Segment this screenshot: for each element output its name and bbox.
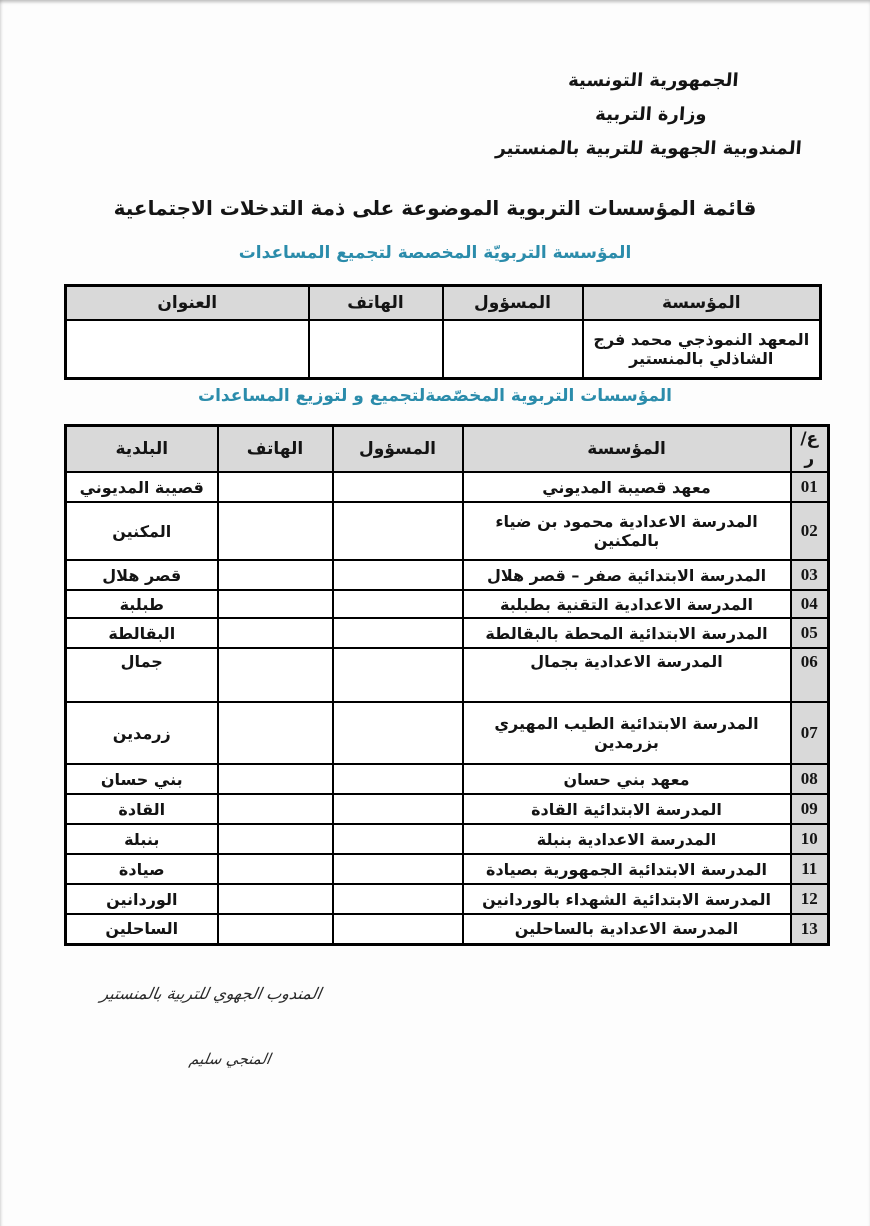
table-row — [66, 824, 829, 854]
cell-municipality: بنبلة — [66, 824, 218, 854]
cell-responsible — [333, 618, 463, 648]
cell-responsible — [333, 794, 463, 824]
table-row — [66, 794, 829, 824]
table-row — [66, 702, 829, 764]
table2-header-phone: الهاتف — [218, 426, 333, 473]
cell-institution: المدرسة الابتدائية المحطة بالبقالطة — [463, 618, 791, 648]
table2-header-municipality: البلدية — [66, 426, 218, 473]
document-title: قائمة المؤسسات التربوية الموضوعة على ذمة التدخلات الاجتماعية — [113, 196, 757, 220]
cell-phone — [218, 560, 333, 590]
cell-number: 07 — [791, 702, 829, 764]
cell-institution: المدرسة الابتدائية الطيب المهيري بزرمدين — [463, 702, 791, 764]
cell-number: 10 — [791, 824, 829, 854]
table-row — [66, 854, 829, 884]
cell-municipality: بني حسان — [66, 764, 218, 794]
table-row — [66, 648, 829, 702]
cell-responsible — [333, 824, 463, 854]
cell-number: 08 — [791, 764, 829, 794]
table1-header-address: العنوان — [66, 286, 309, 321]
cell-phone — [218, 502, 333, 560]
cell-phone — [218, 854, 333, 884]
table-row — [66, 914, 829, 944]
cell-phone — [218, 884, 333, 914]
cell-municipality: الوردانين — [66, 884, 218, 914]
section1-heading: المؤسسة التربويّة المخصصة لتجميع المساعدات — [238, 243, 632, 263]
cell-institution: معهد بني حسان — [463, 764, 791, 794]
cell-municipality: جمال — [66, 648, 218, 702]
cell-number: 12 — [791, 884, 829, 914]
cell-municipality: القادة — [66, 794, 218, 824]
table-row — [66, 764, 829, 794]
cell-municipality: طبلبة — [66, 590, 218, 618]
section2-heading: المؤسسات التربوية المخصّصةلتجميع و لتوزيع المساعدات — [198, 386, 672, 406]
cell-institution: المدرسة الابتدائية الجمهورية بصيادة — [463, 854, 791, 884]
cell-phone — [218, 618, 333, 648]
cell-phone — [309, 320, 443, 378]
letterhead-country: الجمهورية التونسية — [567, 70, 740, 91]
cell-institution: المدرسة الابتدائية القادة — [463, 794, 791, 824]
table-row — [66, 618, 829, 648]
table-row — [66, 320, 821, 378]
cell-number: 06 — [791, 648, 829, 702]
cell-institution: المعهد النموذجي محمد فرج الشاذلي بالمنستير — [583, 320, 821, 378]
table2-header-row — [66, 426, 829, 473]
cell-number: 13 — [791, 914, 829, 944]
letterhead — [446, 64, 855, 166]
cell-number: 01 — [791, 472, 829, 502]
collection-institution-table — [64, 284, 822, 380]
table2-header-responsible: المسؤول — [333, 426, 463, 473]
cell-institution: المدرسة الاعدادية بجمال — [463, 648, 791, 702]
cell-number: 09 — [791, 794, 829, 824]
cell-phone — [218, 590, 333, 618]
signature-title: المندوب الجهوي للتربية بالمنستير — [99, 984, 323, 1003]
distribution-institutions-table — [64, 424, 830, 946]
cell-phone — [218, 914, 333, 944]
cell-responsible — [333, 560, 463, 590]
table-row — [66, 472, 829, 502]
cell-phone — [218, 702, 333, 764]
cell-institution: المدرسة الاعدادية التقنية بطبلبة — [463, 590, 791, 618]
table1-header-phone: الهاتف — [309, 286, 443, 321]
cell-responsible — [333, 472, 463, 502]
cell-institution: المدرسة الاعدادية بنبلة — [463, 824, 791, 854]
cell-phone — [218, 794, 333, 824]
cell-municipality: قصر هلال — [66, 560, 218, 590]
table2-header-institution: المؤسسة — [463, 426, 791, 473]
table2-header-number: ع/ر — [791, 426, 829, 473]
cell-municipality: الساحلين — [66, 914, 218, 944]
cell-phone — [218, 764, 333, 794]
cell-number: 04 — [791, 590, 829, 618]
cell-responsible — [333, 884, 463, 914]
cell-municipality: البقالطة — [66, 618, 218, 648]
cell-responsible — [333, 702, 463, 764]
cell-municipality: صيادة — [66, 854, 218, 884]
table-row — [66, 560, 829, 590]
cell-number: 02 — [791, 502, 829, 560]
cell-number: 11 — [791, 854, 829, 884]
cell-institution: معهد قصيبة المديوني — [463, 472, 791, 502]
cell-municipality: المكنين — [66, 502, 218, 560]
cell-responsible — [333, 854, 463, 884]
cell-responsible — [333, 502, 463, 560]
cell-responsible — [333, 590, 463, 618]
cell-municipality: زرمدين — [66, 702, 218, 764]
cell-responsible — [443, 320, 583, 378]
cell-responsible — [333, 648, 463, 702]
table-row — [66, 590, 829, 618]
letterhead-delegation: المندوبية الجهوية للتربية بالمنستير — [494, 138, 803, 159]
cell-phone — [218, 824, 333, 854]
cell-phone — [218, 472, 333, 502]
cell-number: 03 — [791, 560, 829, 590]
cell-institution: المدرسة الاعدادية محمود بن ضياء بالمكنين — [463, 502, 791, 560]
table1-header-row — [66, 286, 821, 321]
cell-phone — [218, 648, 333, 702]
cell-municipality: قصيبة المديوني — [66, 472, 218, 502]
cell-number: 05 — [791, 618, 829, 648]
cell-address — [66, 320, 309, 378]
table-row — [66, 502, 829, 560]
cell-institution: المدرسة الابتدائية الشهداء بالوردانين — [463, 884, 791, 914]
table-row — [66, 884, 829, 914]
table1-header-institution: المؤسسة — [583, 286, 821, 321]
cell-institution: المدرسة الابتدائية صفر – قصر هلال — [463, 560, 791, 590]
cell-responsible — [333, 764, 463, 794]
cell-responsible — [333, 914, 463, 944]
table1-header-responsible: المسؤول — [443, 286, 583, 321]
letterhead-ministry: وزارة التربية — [594, 104, 708, 125]
cell-institution: المدرسة الاعدادية بالساحلين — [463, 914, 791, 944]
signature-name: المنجي سليم — [187, 1050, 273, 1068]
